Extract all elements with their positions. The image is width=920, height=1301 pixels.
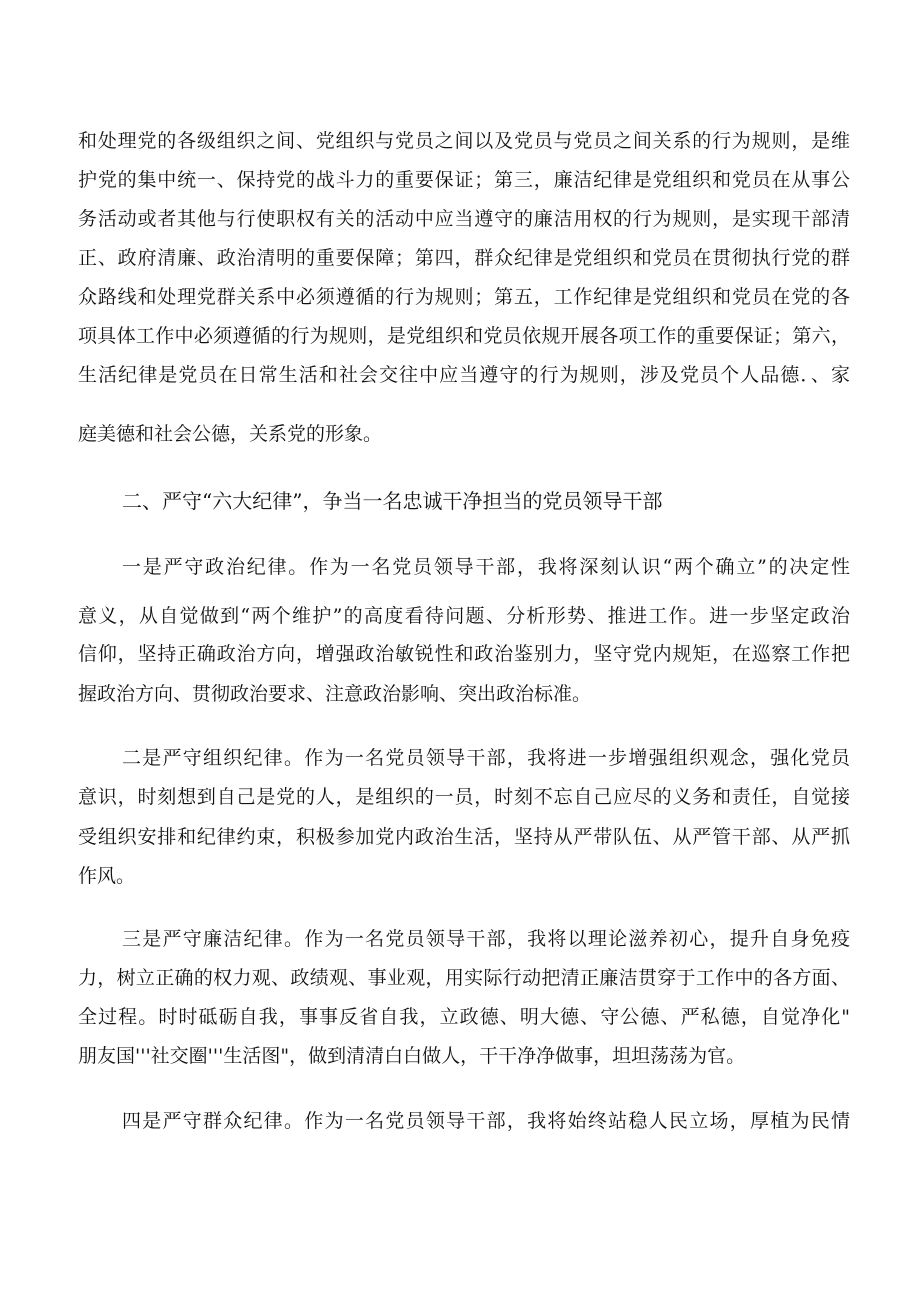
text-line: 信仰，坚持正确政治方向，增强政治敏锐性和政治鉴别力，坚守党内规矩，在巡察工作把 [78,643,850,665]
text-line: 力，树立正确的权力观、政绩观、事业观，用实际行动把清正廉洁贯穿于工作中的各方面、 [78,967,850,989]
text-line: 受组织安排和纪律约束，积极参加党内政治生活，坚持从严带队伍、从严管干部、从严抓 [78,826,850,848]
text-line: 作风。 [78,865,136,887]
text-line: 全过程。时时砥砺自我，事事反省自我，立政德、明大德、守公德、严私德，自觉净化" [78,1006,850,1028]
text-line: 朋友国'''社交圈'''生活图"，做到清清白白做人，干干净净做事，坦坦荡荡为官。 [78,1045,746,1067]
text-line: 正、政府清廉、政治清明的重要保障；第四，群众纪律是党组织和党员在贯彻执行党的群 [78,247,850,269]
text-line: 意义，从自觉做到“两个维护”的高度看待问题、分析形势、推进工作。进一步坚定政治 [78,605,850,627]
section-heading: 二、严守“六大纪律”，争当一名忠诚干净担当的党员领导干部 [122,489,663,513]
text-line: 一是严守政治纪律。作为一名党员领导干部，我将深刻认识“两个确立”的决定性 [122,556,850,578]
text-line: 三是严守廉洁纪律。作为一名党员领导干部，我将以理论滋养初心，提升自身免疫 [122,928,850,950]
text-line: 庭美德和社会公德，关系党的形象。 [78,423,383,445]
text-line: 和处理党的各级组织之间、党组织与党员之间以及党员与党员之间关系的行为规则，是维 [78,130,850,152]
text-line: 二是严守组织纪律。作为一名党员领导干部，我将进一步增强组织观念，强化党员 [122,747,850,769]
text-line: 生活纪律是党员在日常生活和社会交往中应当遵守的行为规则，涉及党员个人品德．、家 [78,364,850,386]
text-line: 握政治方向、贯彻政治要求、注意政治影响、突出政治标准。 [78,683,592,705]
text-line: 四是严守群众纪律。作为一名党员领导干部，我将始终站稳人民立场，厚植为民情 [122,1110,850,1132]
text-line: 务活动或者其他与行使职权有关的活动中应当遵守的廉洁用权的行为规则，是实现干部清 [78,208,850,230]
text-line: 意识，时刻想到自己是党的人，是组织的一员，时刻不忘自己应尽的义务和责任，自觉接 [78,786,850,808]
text-line: 众路线和处理党群关系中必须遵循的行为规则；第五，工作纪律是党组织和党员在党的各 [78,286,850,308]
text-line: 护党的集中统一、保持党的战斗力的重要保证；第三，廉洁纪律是党组织和党员在从事公 [78,169,850,191]
text-line: 项具体工作中必须遵循的行为规则，是党组织和党员依规开展各项工作的重要保证；第六， [78,325,850,347]
